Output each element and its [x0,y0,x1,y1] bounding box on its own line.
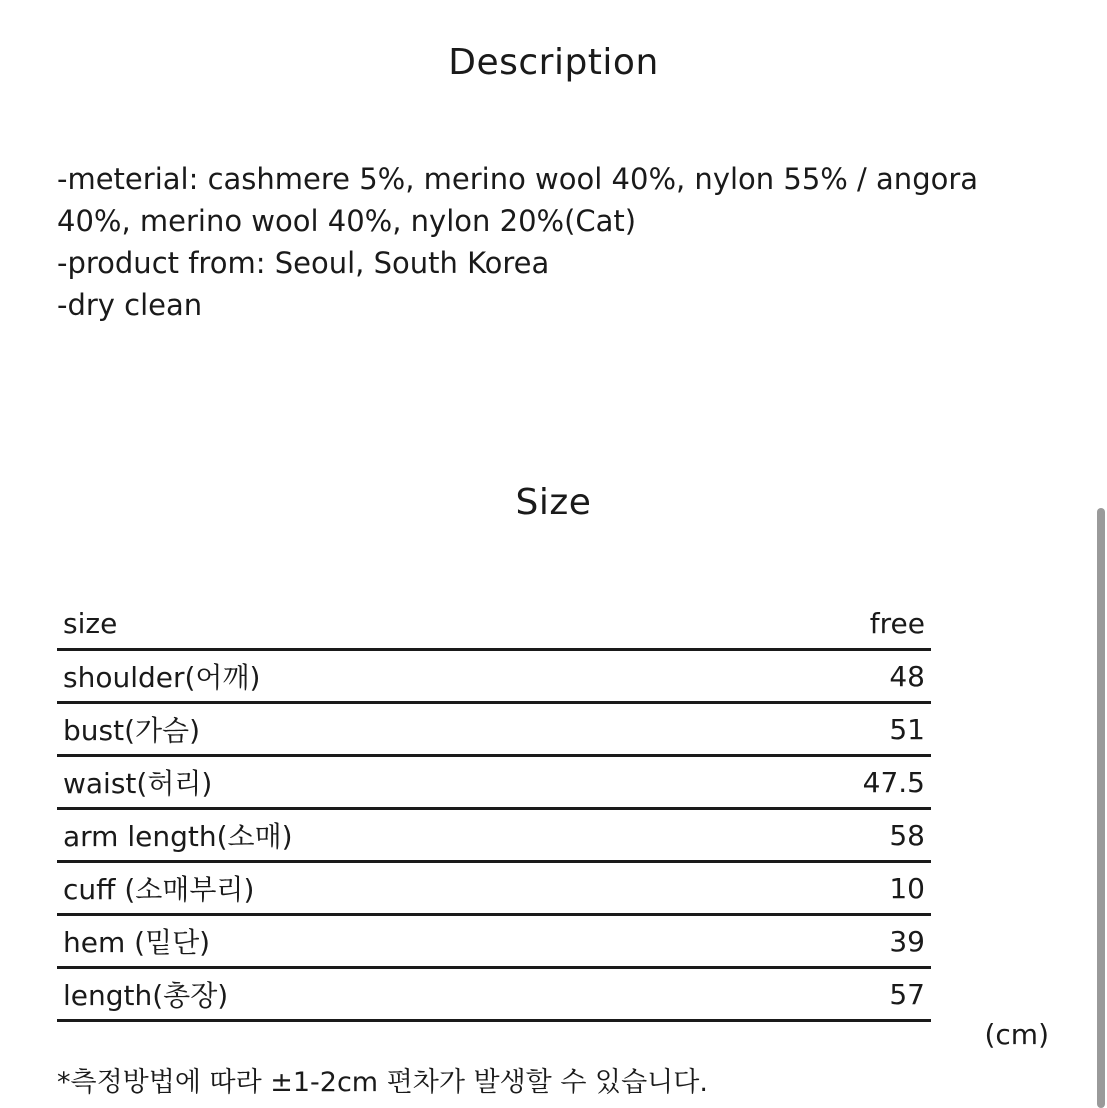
table-row [57,810,931,863]
table-row [57,916,931,969]
row-value: 51 [889,712,925,746]
row-value: 57 [889,977,925,1011]
table-row [57,704,931,757]
row-label: waist(허리) [63,767,213,800]
row-label: bust(가슴) [63,714,201,747]
description-line: -dry clean [57,288,203,322]
row-value: 48 [889,659,925,693]
size-title: Size [515,482,592,523]
header-label: size [63,606,118,640]
row-value: 58 [889,818,925,852]
description-line: -meterial: cashmere 5%, merino wool 40%, nylon 55% / angora [57,162,979,196]
row-label: length(총장) [63,979,229,1012]
row-label: arm length(소매) [63,820,293,853]
measurement-note: *측정방법에 따라 ±1-2cm 편차가 발생할 수 있습니다. [57,1067,708,1098]
row-value: 47.5 [862,765,925,799]
row-label: hem (밑단) [63,926,211,959]
table-row [57,757,931,810]
row-value: 39 [889,924,925,958]
description-line: -product from: Seoul, South Korea [57,246,550,280]
description-body [57,158,1017,326]
unit-label: (cm) [984,1018,1049,1051]
row-value: 10 [889,871,925,905]
row-label: cuff (소매부리) [63,873,255,906]
size-table-header [57,598,931,651]
table-row [57,969,931,1022]
header-value: free [869,606,925,640]
scrollbar[interactable] [1097,508,1105,1108]
table-row [57,651,931,704]
row-label: shoulder(어깨) [63,661,261,694]
description-title: Description [448,42,659,83]
description-line: 40%, merino wool 40%, nylon 20%(Cat) [57,204,637,238]
size-table [57,598,931,1022]
table-row [57,863,931,916]
